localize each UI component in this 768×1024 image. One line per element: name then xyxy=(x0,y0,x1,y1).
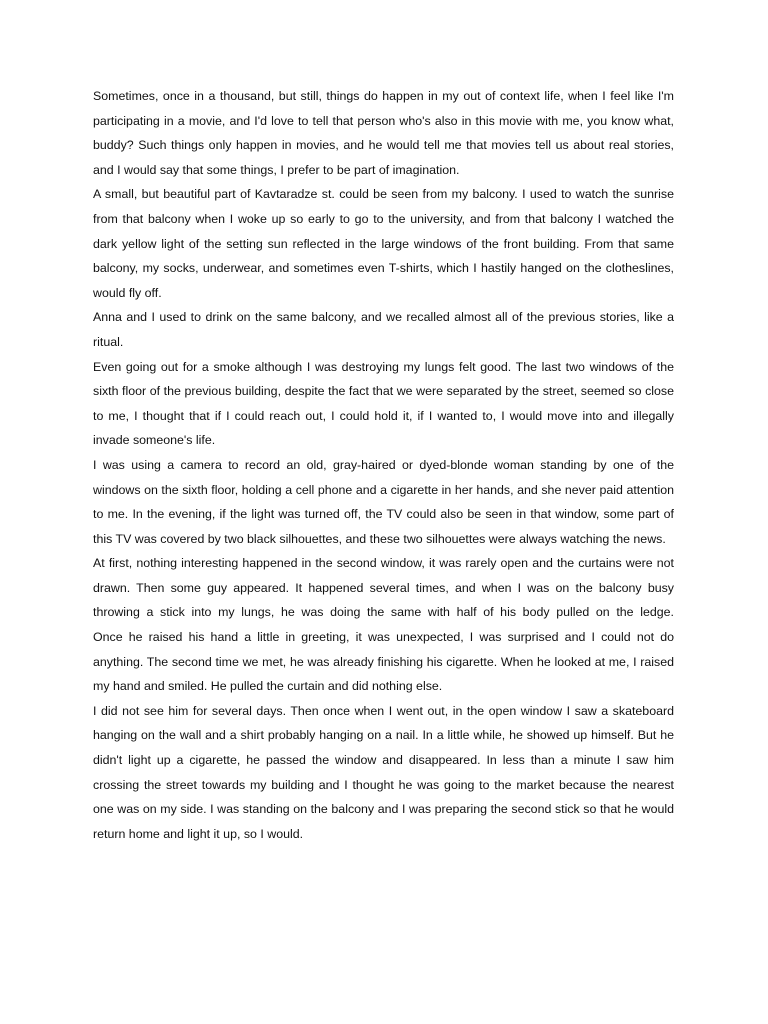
body-text xyxy=(93,84,674,846)
paragraph-3: Anna and I used to drink on the same balcony, and we recalled almost all of the previous stories, like a ritual. xyxy=(93,310,674,349)
paragraph-6: At first, nothing interesting happened in the second window, it was rarely open and the curtains were not drawn. Then some guy appeared. It happened several times, and when I was on the balcony busy throwing a stick into my lungs, he was doing the same with half of his body pulled on the ledge. xyxy=(93,556,674,620)
paragraph-5: I was using a camera to record an old, gray-haired or dyed-blonde woman standing by one of the windows on the sixth floor, holding a cell phone and a cigarette in her hands, and she never paid attention to me. In the evening, if the light was turned off, the TV could also be seen in that window, some part of this TV was covered by two black silhouettes, and these two silhouettes were always watching the news. xyxy=(93,457,674,546)
paragraph-8: I did not see him for several days. Then once when I went out, in the open window I saw a skateboard hanging on the wall and a shirt probably hanging on a nail. In a little while, he showed up himself. But he didn't light up a cigarette, he passed the window and disappeared. In less than a minute I saw him crossing the street towards my building and I thought he was going to the market because the nearest one was on my side. I was standing on the balcony and I was preparing the second stick so that he would return home and light it up, so I would. xyxy=(93,703,674,841)
paragraph-1: Sometimes, once in a thousand, but still, things do happen in my out of context life, when I feel like I'm participating in a movie, and I'd love to tell that person who's also in this movie with me, you know what, buddy? Such things only happen in movies, and he would tell me that movies tell us about real stories, and I would say that some things, I prefer to be part of imagination. xyxy=(93,89,674,177)
paragraph-2: A small, but beautiful part of Kavtaradze st. could be seen from my balcony. I used to watch the sunrise from that balcony when I woke up so early to go to the university, and from that balcony I watched the dark yellow light of the setting sun reflected in the large windows of the front building. From that same balcony, my socks, underwear, and sometimes even T-shirts, which I hastily hanged on the clotheslines, would fly off. xyxy=(93,187,674,300)
paragraph-7: Once he raised his hand a little in greeting, it was unexpected, I was surprised and I could not do anything. The second time we met, he was already finishing his cigarette. When he looked at me, I raised my hand and smiled. He pulled the curtain and did nothing else. xyxy=(93,630,674,694)
paragraph-4: Even going out for a smoke although I was destroying my lungs felt good. The last two windows of the sixth floor of the previous building, despite the fact that we were separated by the street, seemed so close to me, I thought that if I could reach out, I could hold it, if I wanted to, I would move into and illegally invade someone's life. xyxy=(93,359,674,448)
